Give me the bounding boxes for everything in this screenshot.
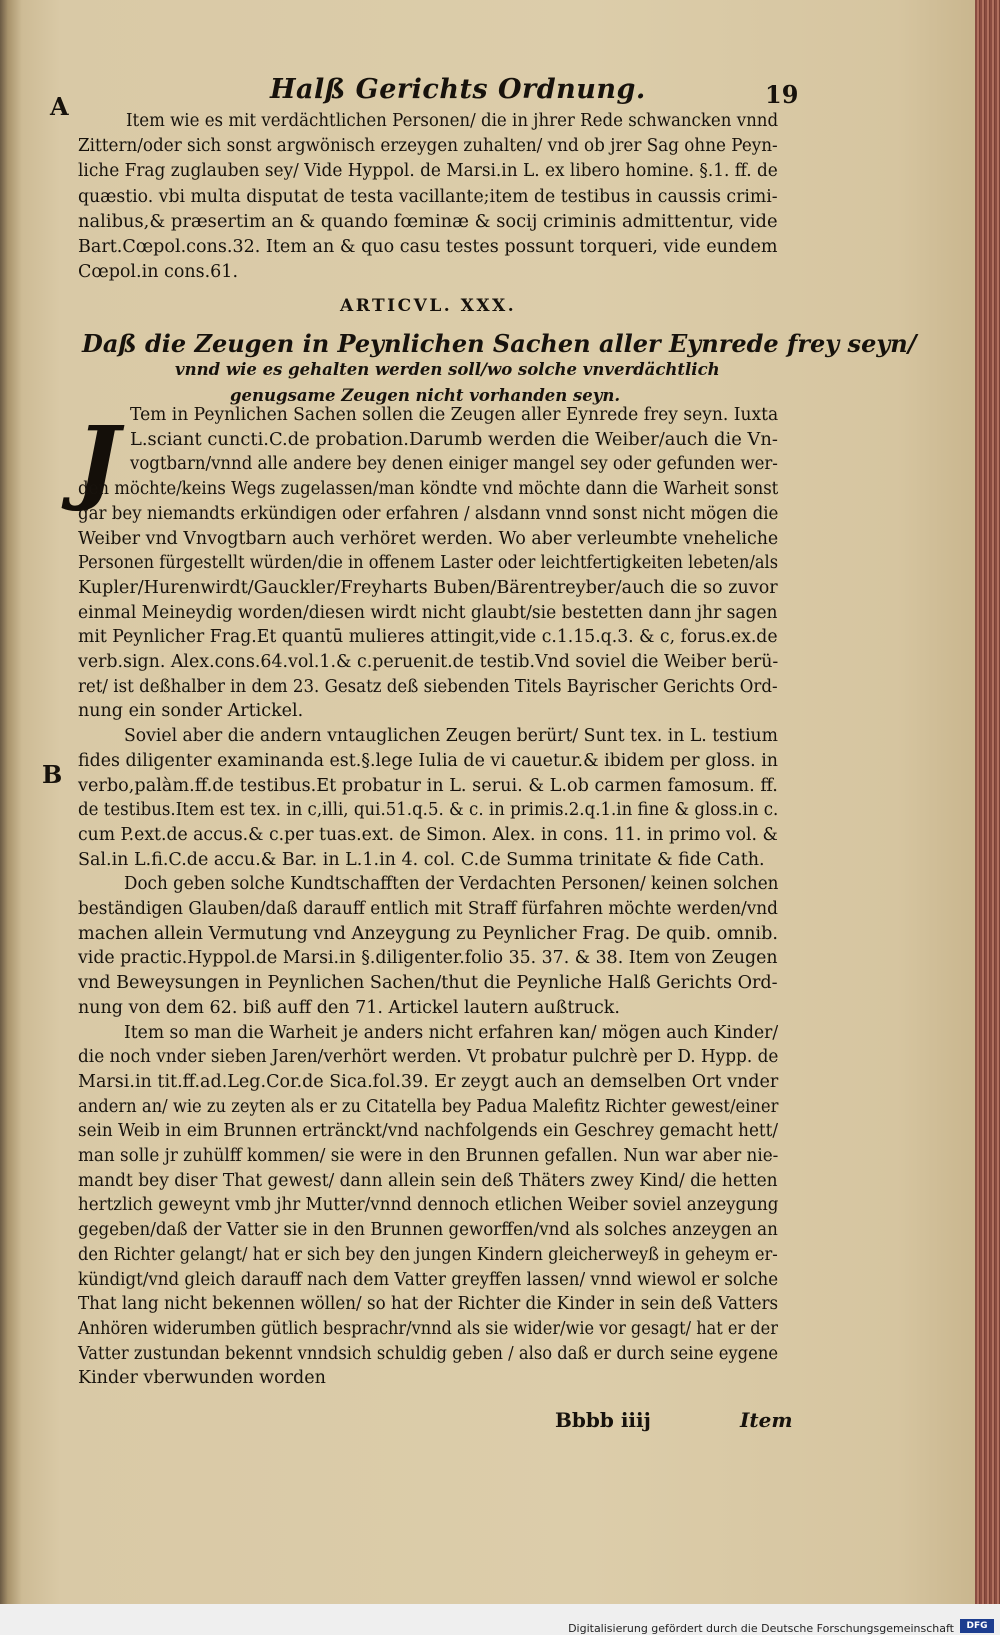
page-edges: [975, 0, 1000, 1604]
body-line: Personen fürgestellt würden/die in offenem Laster oder leichtfertigkeiten lebeten/als: [78, 553, 779, 574]
intro-line: Cœpol.in cons.61.: [78, 262, 239, 283]
body-line: vogtbarn/vnnd alle andere bey denen einiger mangel sey oder gefunden wer-: [130, 454, 778, 475]
body-line: gar bey niemandts erkündigen oder erfahren / alsdann vnnd sonst nicht mögen die: [78, 503, 779, 524]
margin-mark-b: B: [42, 760, 63, 789]
body-line: de testibus.Item est tex. in c,illi, qui.51.q.5. & c. in primis.2.q.1.in fine & gloss.in c.: [78, 800, 779, 821]
body-line: verb.sign. Alex.cons.64.vol.1.& c.peruenit.de testib.Vnd soviel die Weiber berü-: [78, 652, 779, 672]
decorated-initial: J: [76, 406, 120, 514]
intro-line: liche Frag zuglauben sey/ Vide Hyppol. de Marsi.in L. ex libero homine. §.1. ff. de: [78, 161, 778, 182]
body-line: Vatter zustundan bekennt vnndsich schuldig geben / also daß er durch seine eygene: [78, 1343, 779, 1364]
body-line: That lang nicht bekennen wöllen/ so hat der Richter die Kinder in sein deß Vatters: [78, 1294, 779, 1315]
body-line: L.sciant cuncti.C.de probation.Darumb werden die Weiber/auch die Vn-: [130, 429, 778, 450]
body-line: die noch vnder sieben Jaren/verhört werden. Vt probatur pulchrè per D. Hypp. de: [78, 1047, 779, 1068]
intro-line: Zittern/oder sich sonst argwönisch erzeygen zuhalten/ vnd ob jrer Sag ohne Peyn-: [78, 136, 778, 157]
intro-line: nalibus,& præsertim an & quando fœminæ & socij criminis admittentur, vide: [78, 211, 778, 232]
body-line: cum P.ext.de accus.& c.per tuas.ext. de Simon. Alex. in cons. 11. in primo vol. &: [78, 824, 778, 845]
dfg-logo: DFG: [960, 1619, 994, 1633]
body-line: vnd Beweysungen in Peynlichen Sachen/thut die Peynliche Halß Gerichts Ord-: [78, 973, 778, 994]
signature-mark: Bbbb iiij: [555, 1408, 651, 1432]
body-line: machen allein Vermutung vnd Anzeygung zu Peynlicher Frag. De quib. omnib.: [78, 923, 778, 944]
body-line: den möchte/keins Wegs zugelassen/man köndte vnd möchte dann die Warheit sonst: [78, 479, 779, 500]
body-line: nung von dem 62. biß auff den 71. Artickel lautern außtruck.: [78, 997, 620, 1018]
body-line: andern an/ wie zu zeyten als er zu Citatella bey Padua Malefitz Richter gewest/einer: [78, 1096, 779, 1117]
margin-mark-a: A: [50, 92, 69, 121]
body-line: Tem in Peynlichen Sachen sollen die Zeugen aller Eynrede frey seyn. Iuxta: [130, 405, 779, 425]
body-line: Soviel aber die andern vntauglichen Zeugen berürt/ Sunt tex. in L. testium: [124, 726, 778, 747]
body-line: vide practic.Hyppol.de Marsi.in §.diligenter.folio 35. 37. & 38. Item von Zeugen: [78, 948, 778, 969]
body-line: beständigen Glauben/daß darauff entlich mit Straff fürfahren möchte werden/vnd: [78, 899, 778, 919]
running-header: Halß Gerichts Ordnung.: [270, 74, 646, 105]
article-title: ARTICVL. XXX.: [340, 296, 517, 316]
body-line: sein Weib in eim Brunnen ertränckt/vnd nachfolgends ein Geschrey gemacht hett/: [78, 1121, 779, 1142]
body-line: hertzlich geweynt vmb jhr Mutter/vnnd dennoch etlichen Weiber soviel anzeygung: [78, 1195, 779, 1216]
body-line: fides diligenter examinanda est.§.lege Iulia de vi cauetur.& ibidem per gloss. in: [78, 750, 778, 771]
body-line: verbo,palàm.ff.de testibus.Et probatur in L. serui. & L.ob carmen famosum. ff.: [78, 775, 778, 796]
body-line: Anhören widerumben gütlich besprachr/vnnd als sie wider/wie vor gesagt/ hat er der: [78, 1318, 778, 1339]
intro-line: quæstio. vbi multa disputat de testa vacillante;item de testibus in caussis crimi-: [78, 186, 778, 207]
article-heading-line-3: genugsame Zeugen nicht vorhanden seyn.: [230, 386, 621, 405]
body-line: kündigt/vnd gleich darauff nach dem Vatter greyffen lassen/ vnnd wiewol er solche: [78, 1269, 779, 1290]
body-line: Marsi.in tit.ff.ad.Leg.Cor.de Sica.fol.39. Er zeygt auch an demselben Ort vnder: [78, 1071, 779, 1092]
body-line: Kinder vberwunden worden: [78, 1368, 326, 1389]
body-line: Doch geben solche Kundtschafften der Verdachten Personen/ keinen solchen: [124, 874, 779, 895]
body-line: Sal.in L.fi.C.de accu.& Bar. in L.1.in 4. col. C.de Summa trinitate & fide Cath.: [78, 849, 765, 870]
intro-line: Item wie es mit verdächtlichen Personen/ die in jhrer Rede schwancken vnnd: [126, 111, 779, 131]
article-heading-line-1: Daß die Zeugen in Peynlichen Sachen aller Eynrede frey seyn/: [82, 329, 917, 358]
folio-number: 19: [765, 80, 799, 109]
funding-notice: Digitalisierung gefördert durch die Deutsche Forschungsgemeinschaft: [568, 1622, 954, 1635]
body-line: man solle jr zuhülff kommen/ sie were in den Brunnen gefallen. Nun war aber nie-: [78, 1146, 779, 1166]
article-heading-line-2: vnnd wie es gehalten werden soll/wo solche vnverdächtlich: [175, 360, 720, 379]
intro-line: Bart.Cœpol.cons.32. Item an & quo casu testes possunt torqueri, vide eundem: [78, 237, 778, 257]
body-line: gegeben/daß der Vatter sie in den Brunnen geworffen/vnd als solches anzeygen an: [78, 1220, 778, 1241]
body-line: einmal Meineydig worden/diesen wirdt nicht glaubt/sie bestetten dann jhr sagen: [78, 602, 778, 623]
body-line: mit Peynlicher Frag.Et quantū mulieres attingit,vide c.1.15.q.3. & c, forus.ex.de: [78, 627, 778, 648]
body-line: Kupler/Hurenwirdt/Gauckler/Freyharts Buben/Bärentreyber/auch die so zuvor: [78, 577, 778, 598]
body-line: ret/ ist deßhalber in dem 23. Gesatz deß siebenden Titels Bayrischer Gerichts Ord-: [78, 676, 778, 697]
catchword: Item: [740, 1408, 793, 1432]
body-line: Item so man die Warheit je anders nicht erfahren kan/ mögen auch Kinder/: [124, 1022, 779, 1043]
body-line: nung ein sonder Artickel.: [78, 701, 304, 722]
body-line: Weiber vnd Vnvogtbarn auch verhöret werden. Wo aber verleumbte vneheliche: [78, 528, 779, 549]
body-line: den Richter gelangt/ hat er sich bey den jungen Kindern gleicherweyß in geheym er-: [78, 1244, 778, 1265]
body-line: mandt bey diser That gewest/ dann allein sein deß Thäters zwey Kind/ die hetten: [78, 1170, 778, 1191]
